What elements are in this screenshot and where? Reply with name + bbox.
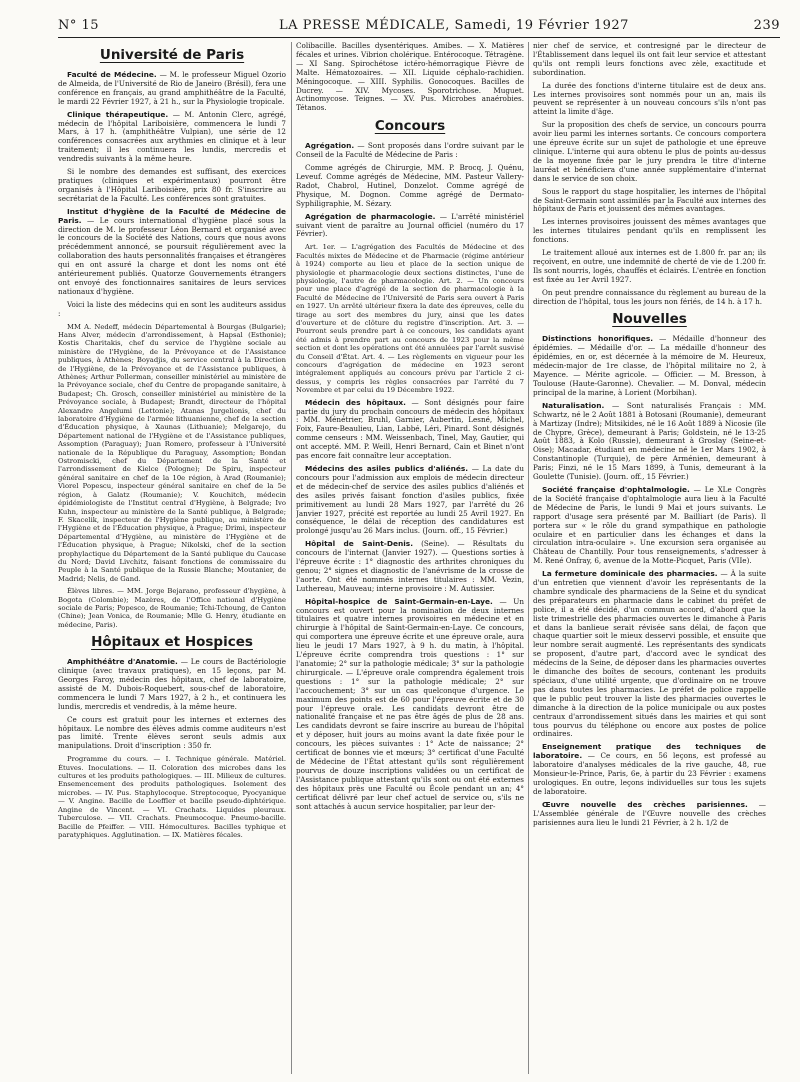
article-faculte: Faculté de Médecine. — M. le professeur Miguel Ozorio de Almeida, de l'Université de Rio de Janeiro (Brésil), fera une conférence en français, au grand amphithéâtre de la Faculté, le mardi 22 Février 1927, à 21 h., sur la Physiologie tropicale. <box>58 70 286 106</box>
eleves-libres: Élèves libres. — MM. Jorge Bejarano, professeur d'hygiène, à Bogota (Colombie); Mazères, de l'Office national d'Hygiène sociale de Paris; Popesco, de Roumanie; Tchi-Tchoung, de Canton (Chine); Jean Vonica, de Roumanie; Mlle G. Henry, étudiante en médecine, Paris). <box>58 587 286 629</box>
saint-germain-cont-7: On peut prendre connaissance du règlement au bureau de la direction de l'hôpital, tous les jours non fériés, de 14 h. à 17 h. <box>533 287 766 306</box>
article-alienes: Médecins des asiles publics d'aliénés. — La date du concours pour l'admission aux emplois de médecin directeur et de médecin-chef de service des asiles publics d'aliénés et des asiles privés faisant fonction d'asiles publics, fixée primitivement au lundi 28 Mars 1927, par l'arrêté du 26 Janvier 1927, précité est reportée au lundi 25 Avril 1927. En conséquence, le délai de réception des candidatures est prolongé jusqu'au 26 Mars inclus. (Journ. off., 15 Février.) <box>296 463 524 536</box>
section-title-universite: Université de Paris <box>99 47 245 63</box>
section-title-hopitaux: Hôpitaux et Hospices <box>91 634 253 651</box>
article-institut: Institut d'hygiène de la Faculté de Médecine de Paris. — Le cours international d'hygiène placé sous la direction de M. le professeur Léon Bernard et organisé avec le concours de la Société des Nations, cours que nous avons précédemment annoncé, se poursuit régulièrement avec la collaboration des hauts personnalités françaises et étrangères qui en ont assuré la charge et dont les noms ont été antérieurement publiés. Quatorze Gouvernements étrangers ont envoyé des fonctionnaires sanitaires de leurs services nationaux d'hygiène. <box>58 206 286 296</box>
journal-title: LA PRESSE MÉDICALE, Samedi, 19 Février 1927 <box>279 17 629 33</box>
header-rule <box>58 37 780 38</box>
article-clinique-2: Si le nombre des demandes est suffisant, des exercices pratiques (cliniques et expérimentaux) pourront être organisés à l'Hôpital Lariboisière, prix 80 fr. S'inscrire au secrétariat de la Faculté. Les conférences sont gratuites. <box>58 167 286 203</box>
article-amphi-2: Ce cours est gratuit pour les internes et externes des hôpitaux. Le nombre des élèves admis comme auditeurs n'est pas limité. Trente élèves seront seuls admis aux manipulations. Droit d'inscription : 350 fr. <box>58 714 286 751</box>
article-institut-2: Voici la liste des médecins qui en sont les auditeurs assidus : <box>58 299 286 318</box>
column-divider <box>528 42 529 1074</box>
article-pharmacies: La fermeture dominicale des pharmacies. — À la suite d'un entretien que viennent d'avoir les représentants de la chambre syndicale des pharmaciens de la Seine et du syndicat des préparateurs en pharmacie dans le cabinet du préfet de police, il a été décidé, d'un commun accord, d'abord que la liste trimestrielle des pharmacies ouvertes le dimanche à Paris et dans la banlieue serait révisée sans délai, de façon que chaque quartier soit le mieux desservi possible, et ensuite que leur nombre serait augmenté. Les représentants des syndicats se proposent, d'autre part, d'accord avec le syndicat des médecins de la Seine, de déposer dans les pharmacies ouvertes le dimanche des boîtes de secours, contenant les produits spéciaux, d'une utilité urgente, que d'ordinaire on ne trouve pas dans toutes les pharmacies. Le préfet de police rappelle que le public peut trouver la liste des pharmacies ouvertes le dimanche à la direction de la police municipale ou aux postes centraux d'arrondissement situés dans les mairies et qui sont tous pourvus du téléphone ou encore aux postes de police ordinaires. <box>533 569 766 739</box>
article-clinique: Clinique thérapeutique. — M. Antonin Clerc, agrégé, médecin de l'hôpital Lariboisière, commencera le lundi 7 Mars, à 17 h. (amphithéâtre Vulpian), une série de 12 conférences consacrées aux arythmies en clinique et à leur traitement; il les continuera les lundis, mercredis et vendredis suivants à la même heure. <box>58 109 286 164</box>
page-number: 239 <box>753 17 780 33</box>
saint-germain-cont-6: Le traitement alloué aux internes est de 1.800 fr. par an; ils reçoivent, en outre, une indemnité de cherté de vie de 1.200 fr. Ils sont nourris, logés, chauffés et éclairés. L'entrée en fonction est fixée au 1er Avril 1927. <box>533 248 766 284</box>
programme-cont: Colibacille. Bacilles dysentériques. Amibes. — X. Matières fécales et urines. Vibrion cholérique. Entérocoque. Tétragène. — XI Sang. Spirochétose ictéro-hémorragique Fièvre de Malte. Hématozoaires. — XII. Liquide céphalo-rachidien. Méningocoque. — XIII. Syphilis. Gonocoques. Bacilles de Ducrey. — XIV. Mycoses. Sporotrichose. Muguet. Actinomycose. Teignes. — XV. Pus. Microbes anaérobies. Tétanos. <box>296 42 524 113</box>
article-distinctions: Distinctions honorifiques. — Médaille d'honneur des épidémies. — Médaille d'or. — La médaille d'honneur des épidémies, en or, est décernée à la mémoire de M. Heureux, médecin-major de 1re classe, de l'hôpital militaire no 2, à Mayence. — Mérite agricole. — Officier. — M. Bresson, à Toulouse (Haute-Garonne). Chevalier. — M. Donval, médecin principal de la marine, à Lorient (Morbihan). <box>533 334 766 397</box>
section-title-nouvelles: Nouvelles <box>612 311 687 328</box>
column-1 <box>58 42 286 1076</box>
issue-number: N° 15 <box>58 17 100 33</box>
pharmacologie-articles: Art. 1er. — L'agrégation des Facultés de Médecine et des Facultés mixtes de Médecine et de Pharmacie (régime antérieur à 1924) comporte au lieu et place de la section unique de physiologie et pharmacologie deux sections distinctes, l'une de physiologie, l'autre de pharmacologie. Art. 2. — Un concours pour une place d'agrégé de la section de pharmacologie à la Faculté de Médecine de l'Université de Paris sera ouvert à Paris en 1927. Un arrêté ultérieur fixera la date des épreuves, celle du tirage au sort des membres du jury, ainsi que les dates d'ouverture et de clôture du registre d'inscription. Art. 3. — Pourront seuls prendre part à ce concours, les candidats ayant été admis à prendre part au concours de 1923 pour la même section et dont les opérations ont été annulées par l'arrêt susvisé du Conseil d'État. Art. 4. — Les règlements en vigueur pour les concours d'agrégation de médecine en 1923 seront intégralement appliqués au concours prévu par l'article 2 ci-dessus, y compris les règles consacrées par l'arrêté du 7 Novembre et par celui du 19 Décembre 1922. <box>296 243 524 395</box>
saint-germain-cont: nier chef de service, et contresigné par le directeur de l'Établissement dans lequel ils ont fait leur service et attestant qu'ils ont rempli leurs fonctions avec zèle, exactitude et subordination. <box>533 42 766 77</box>
column-divider <box>291 42 292 1074</box>
saint-germain-cont-4: Sous le rapport du stage hospitalier, les internes de l'hôpital de Saint-Germain sont assimilés par la Faculté aux internes des hôpitaux de Paris et jouissent des mêmes avantages. <box>533 186 766 214</box>
programme-cours: Programme du cours. — I. Technique générale. Matériel. Étuves. Inoculations. — II. Coloration des microbes dans les cultures et les produits pathologiques. — III. Milieux de cultures. Ensemencement des produits pathologiques. Isolement des microbes. — IV. Pus. Staphylocoque. Streptocoque, Pyocyanique — V. Angine. Bacille de Loeffler et bacille pseudo-diphtérique. Angine de Vincent. — VI. Crachats. Liquides pleuraux. Tuberculose. — VII. Crachats. Pneumocoque. Pneumo-bacille. Bacille de Pfeiffer. — VIII. Hémocultures. Bacilles typhique et paratyphiques. Agglutination. — IX. Matières fécales. <box>58 755 286 839</box>
article-naturalisation: Naturalisation. — Sont naturalisés Français : MM. Schwartz, né le 2 Août 1881 à Botosani (Roumanie), demeurant à Martizay (Indre); Mitsikides, né le 16 Août 1889 à Nicosie (île de Chypre, Grèce), demeurant à Paris; Goldstein, né le 13-25 Août 1883, à Kolo (Russie), demeurant à Groslay (Seine-et-Oise); Macadar, étudiant en médecine né le 1er Mars 1902, à Constantinople (Turquie), de père Arménien, demeurant à Paris; Finzi, né le 15 Mars 1899, à Tunis, demeurant à la Goulette (Tunisie). (Journ. off., 15 Février.) <box>533 400 766 482</box>
column-2 <box>296 42 524 1076</box>
article-medecin-hopitaux: Médecin des hôpitaux. — Sont désignés pour faire partie du jury du prochain concours de médecin des hôpitaux : MM. Ménétrier, Bruhl, Garnier, Aubertin, Lesné, Michel, Foix, Faure-Beaulieu, Lian, Labbé, Léri, Pinard. Sont désignés comme censeurs : MM. Weissenbach, Tinel, May, Gautier, qui ont accepté. MM. P. Weill, Henri Bernard, Cain et Binet n'ont pas encore fait connaître leur acceptation. <box>296 397 524 461</box>
article-saint-denis: Hôpital de Saint-Denis. (Seine). — Résultats du concours de l'internat (Janvier 1927). — Questions sorties à l'épreuve écrite : 1° diagnostic des arthrites chroniques du genou; 2° signes et diagnostic de l'anévrisme de la crosse de l'aorte. Ont été nommés internes titulaires : MM. Vezin, Luthereau, Mauveau; interne provisoire : M. Autissier. <box>296 539 524 593</box>
article-amphi: Amphithéâtre d'Anatomie. — Le cours de Bactériologie clinique (avec travaux pratiques), en 15 leçons, par M. Georges Faroy, médecin des hôpitaux, chef de laboratoire, assisté de M. Dubois-Roquebert, sous-chef de laboratoire, commencera le lundi 7 Mars 1927, à 2 h., et continuera les lundis, mercredis et vendredis, à la même heure. <box>58 657 286 711</box>
section-title-concours: Concours <box>374 118 446 135</box>
column-3 <box>533 42 766 1076</box>
page-header <box>58 14 780 36</box>
article-saint-germain: Hôpital-hospice de Saint-Germain-en-Laye. — Un concours est ouvert pour la nomination de deux internes titulaires et quatre internes provisoires en médecine et en chirurgie à l'hôpital de Saint-Germain-en-Laye. Ce concours, qui comportera une épreuve écrite et une épreuve orale, aura lieu le jeudi 17 Mars 1927, à 9 h. du matin, à l'hôpital. L'épreuve écrite comprendra trois questions : 1° sur l'anatomie; 2° sur la pathologie médicale; 3° sur la pathologie chirurgicale. — L'épreuve orale comprendra également trois questions : 1° sur la pathologie médicale; 2° sur l'accouchement; 3° sur un cas quelconque d'urgence. Le maximum des points est de 60 pour l'épreuve écrite et de 30 pour l'épreuve orale. Les candidats devront être de nationalité française et ne pas être âgés de plus de 28 ans. Les candidats devront se faire inscrire au bureau de l'hôpital et y déposer, huit jours au moins avant la date fixée pour le concours, les pièces suivantes : 1° Acte de naissance; 2° certificat de bonnes vie et mœurs; 3° certificat d'une Faculté de Médecine de l'État attestant qu'ils sont régulièrement pourvus de douze inscriptions validées ou un certificat de l'Assistance publique attestant qu'ils sont ou ont été externes des hôpitaux près une Faculté ou École pendant un an; 4° certificat délivré par leur chef actuel de service ou, s'ils ne sont attachés à aucun service hospitalier, par leur der- <box>296 596 524 811</box>
saint-germain-cont-2: La durée des fonctions d'interne titulaire est de deux ans. Les internes provisoires sont nommés pour un an, mais ils peuvent se représenter à un nouveau concours s'ils n'ont pas atteint la limite d'âge. <box>533 80 766 117</box>
auditeurs-list: MM A. Nedeff, médecin Départemental à Bourgas (Bulgarie); Hans Alver, médecin d'arrondissement, à Hapsal (Esthonie); Kostis Charitakis, chef du service de l'hygiène sociale au ministère de l'Hygiène, de la Prévoyance et de l'Assistance publiques, à Athènes; Boyadjis, du service central à la Direction de l'Hygiène, de la Prévoyance et de l'Assistance publiques, à Athènes; Arthur Pollerman, conseiller ministériel au ministère de la Prévoyance sociale, chef du Centre de propagande sanitaire, à Budapest; Ch. Grosch, conseiller ministériel au ministère de la Prévoyance sociale, à Budapest; Brandt, directeur de l'hôpital Alexandre Angelumi (Lettonie); Atanas Jurgelionis, chef du laboratoire d'Hygiène de l'armée lithuanienne, chef de la section d'Éducation physique, à Xaunas (Lithuanie); Melgarejo, du Département national de l'Hygiène et de l'Assistance publiques, Assomption (Paraguay); Juan Romero, professeur à l'Université nationale de la République du Paraguay, Assomption; Bondan Ostromiscki, chef du Département de la Santé et l'arrondissement de Kielce (Pologne); De Spiru, inspecteur général sanitaire en chef de la 10e région, à Arad (Roumanie); Viorel Popescu, inspecteur général sanitaire en chef de la 5e région, à Galatz (Roumanie); V. Kouchitch, médecin épidémiologiste de l'Institut central d'Hygiène, à Belgrade; Ivo Kuhn, inspecteur au ministère de la Santé publique, à Belgrade; F. Skacelik, inspecteur de l'Hygiène publique, au ministère de l'Hygiène et de l'Éducation physique, à Prague; Drimi, inspecteur Départemental d'Hygiène, au ministère de l'Hygiène et de l'Éducation physique, à Prague; Nikolski, chef de la section prophylactique du Département de la Santé publique du Caucase du Nord; David Livchitz, faisant fonctions de commissaire du Peuple à la Santé publique de la Russie Blanche; Moutanier, de Madrid; Nelis, de Gand. <box>58 322 286 583</box>
article-ophtalmologie: Société française d'ophtalmologie. — Le XLe Congrès de la Société française d'ophtalmologie aura lieu à la Faculté de Médecine de Paris, le lundi 9 Mai et jours suivants. Le rapport d'usage sera présenté par M. Bailliart (de Paris). Il portera sur « le rôle du grand sympathique en pathologie oculaire et en particulier dans les échanges et dans la circulation intra-oculaire ». Une excursion sera organisée au Château de Chantilly. Pour tous renseignements, s'adresser à M. René Onfray, 6, avenue de la Motte-Picquet, Paris (VIIe). <box>533 484 766 566</box>
saint-germain-cont-3: Sur la proposition des chefs de service, un concours pourra avoir lieu parmi les internes sortants. Ce concours comportera une épreuve écrite sur un sujet de pathologie et une épreuve clinique. L'interne qui aura obtenu le plus de points au-dessus de la moyenne fixée par le jury prendra le titre d'interne lauréat et bénéficiera d'une année supplémentaire d'internat dans le service de son choix. <box>533 120 766 183</box>
article-oeuvre: Œuvre nouvelle des crèches parisiennes. — L'Assemblée générale de l'Œuvre nouvelle des crèches parisiennes aura lieu le lundi 21 Février, à 2 h. 1/2 de <box>533 799 766 827</box>
article-enseignement: Enseignement pratique des techniques de laboratoire. — Ce cours, en 56 leçons, est professé au laboratoire d'analyses médicales de la rive gauche, 48, rue Monsieur-le-Prince, Paris, 6e, à partir du 23 Février : examens urologiques. En outre, leçons individuelles sur tous les sujets de laboratoire. <box>533 742 766 796</box>
article-agregation: Agrégation. — Sont proposés dans l'ordre suivant par le Conseil de la Faculté de Médecine de Paris : <box>296 141 524 160</box>
agregation-list: Comme agrégés de Chirurgie, MM. P. Brocq, J. Quénu, Leveuf. Comme agrégés de Médecine, MM. Pasteur Vallery-Radot, Chabrol, Hutinel, Donzelot. Comme agrégé de Physique, M. Dognon. Comme agrégé de Dermato-Syphiligraphie, M. Sézary. <box>296 163 524 208</box>
saint-germain-cont-5: Les internes provisoires jouissent des mêmes avantages que les internes titulaires pendant qu'ils en remplissent les fonctions. <box>533 217 766 245</box>
article-pharmacologie: Agrégation de pharmacologie. — L'arrêté ministériel suivant vient de paraître au Journal officiel (numéro du 17 Février). <box>296 211 524 239</box>
